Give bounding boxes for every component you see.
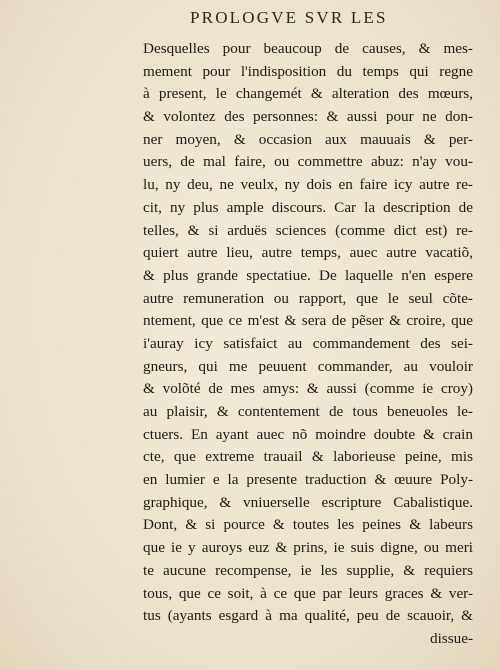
- text-line: cit, ny plus ample discours. Car la description de: [143, 198, 473, 216]
- text-line: en lumier e la presente traduction & œuure Poly-: [143, 471, 473, 489]
- catchword: dissue-: [429, 629, 473, 647]
- text-line: autre remuneration ou rapport, que le seul cõte-: [143, 289, 473, 307]
- text-line: graphique, & vniuerselle escripture Cabalistique.: [143, 493, 473, 511]
- text-line: tus (ayants esgard à ma qualité, peu de scauoir, &: [143, 607, 473, 625]
- running-head: PROLOGVE SVR LES: [190, 8, 388, 27]
- text-line: ntement, que ce m'est & sera de pẽser & croire, que: [143, 312, 473, 330]
- text-line: cte, que extreme trauail & laborieuse peine, mis: [143, 448, 473, 466]
- text-line: Dont, & si pource & toutes les peines & labeurs: [143, 516, 473, 534]
- text-line: i'auray icy satisfaict au commandement des sei-: [143, 334, 473, 352]
- text-line: tous, que ce soit, à ce que par leurs graces & ver-: [143, 584, 473, 602]
- text-line: au plaisir, & contentement de tous beneuoles le-: [143, 403, 473, 420]
- text-line: ner moyen, & occasion aux mauuais & per-: [143, 130, 473, 148]
- text-line: quiert autre lieu, autre temps, auec autre vacatiõ,: [143, 244, 473, 262]
- text-line: & volontez des personnes: & aussi pour ne don-: [143, 108, 473, 126]
- text-line: que ie y auroys euz & prins, ie suis digne, ou meri: [143, 539, 473, 557]
- text-line: à present, le changemét & alteration des mœurs,: [143, 85, 473, 103]
- text-line: lu, ny deu, ne veulx, ny dois en faire icy autre re-: [143, 176, 473, 194]
- text-line: te aucune recompense, ie les supplie, & requiers: [143, 561, 473, 579]
- text-line: mement pour l'indisposition du temps qui regne: [143, 62, 473, 80]
- text-line: telles, & si arduës sciences (comme dict est) re-: [143, 221, 473, 239]
- body-text: [143, 38, 473, 651]
- text-line: ctuers. En ayant auec nõ moindre doubte & crain: [143, 425, 473, 443]
- text-line: Desquelles pour beaucoup de causes, & mes-: [143, 40, 473, 57]
- text-line: uers, de mal faire, ou commettre abuz: n'ay vou-: [143, 153, 473, 171]
- text-line: gneurs, qui me peuuent commander, au vouloir: [143, 357, 473, 375]
- text-line: & plus grande spectatiue. De laquelle n'en espere: [143, 266, 473, 284]
- text-line: & volõté de mes amys: & aussi (comme ie croy): [143, 380, 473, 398]
